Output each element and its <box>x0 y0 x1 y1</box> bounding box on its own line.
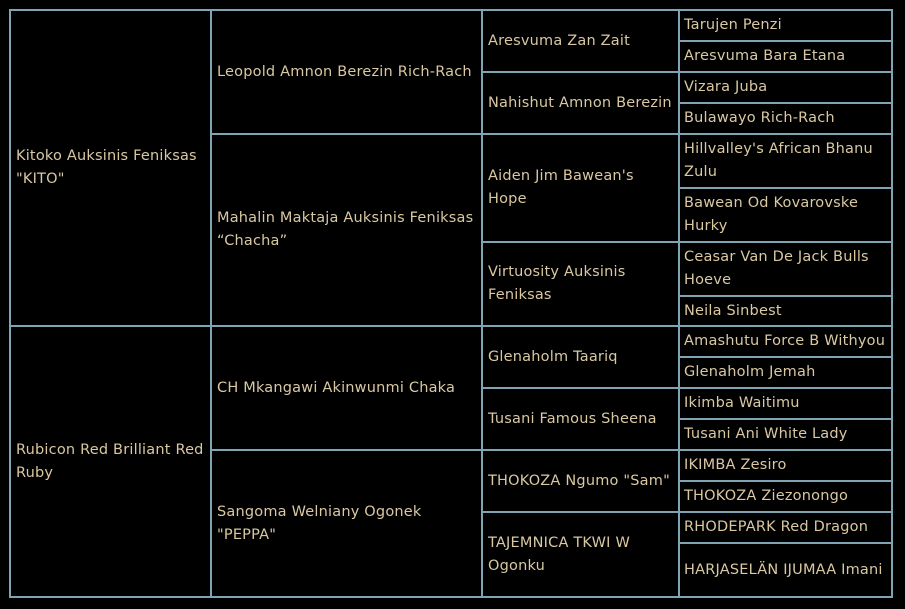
ancestor-name: Bulawayo Rich-Rach <box>684 110 835 126</box>
ancestor-gen4-14 <box>679 481 892 512</box>
ancestor-name: HARJASELÄN IJUMAA Imani <box>684 561 883 578</box>
dam-dam <box>211 450 482 597</box>
ancestor-name: Aresvuma Zan Zait <box>488 32 630 49</box>
ancestor-name: THOKOZA Ziezonongo <box>684 488 849 504</box>
ancestor-gen4-16 <box>679 543 892 597</box>
ancestor-name: TAJEMNICA TKWI W Ogonku <box>488 534 630 574</box>
sire-sire-dam <box>482 72 679 134</box>
ancestor-name: IKIMBA Zesiro <box>684 457 787 473</box>
ancestor-gen4-2 <box>679 41 892 72</box>
sire-dam-call-name: “Chacha” <box>217 233 288 249</box>
sire-sire-sire <box>482 10 679 72</box>
ancestor-gen4-7 <box>679 242 892 296</box>
ancestor-name: Glenaholm Jemah <box>684 364 816 380</box>
ancestor-name: Vizara Juba <box>684 79 768 95</box>
ancestor-name: Glenaholm Taariq <box>488 348 618 365</box>
pedigree-table <box>9 9 893 598</box>
ancestor-name: Amashutu Force B Withyou <box>684 333 886 349</box>
ancestor-name: Aiden Jim Bawean's Hope <box>488 168 634 207</box>
ancestor-name: Bawean Od Kovarovske Hurky <box>684 195 859 234</box>
ancestor-gen4-3 <box>679 72 892 103</box>
dam-name: Rubicon Red Brilliant Red Ruby <box>16 441 204 481</box>
ancestor-name: Hillvalley's African Bhanu Zulu <box>684 141 873 180</box>
ancestor-name: Tarujen Penzi <box>684 17 782 33</box>
ancestor-gen4-5 <box>679 134 892 188</box>
sire-dam-dam <box>482 242 679 326</box>
ancestor-gen4-1 <box>679 10 892 41</box>
dam-sire <box>211 326 482 450</box>
ancestor-name: Tusani Famous Sheena <box>488 410 657 427</box>
dam-dam-dam <box>482 512 679 597</box>
ancestor-name: THOKOZA Ngumo "Sam" <box>488 472 670 489</box>
ancestor-gen4-9 <box>679 326 892 357</box>
ancestor-gen4-10 <box>679 357 892 388</box>
dam <box>10 326 211 597</box>
sire-name: Kitoko Auksinis Feniksas <box>16 148 197 164</box>
ancestor-gen4-13 <box>679 450 892 481</box>
ancestor-gen4-6 <box>679 188 892 242</box>
ancestor-name: Tusani Ani White Lady <box>684 426 848 442</box>
ancestor-name: Ikimba Waitimu <box>684 395 800 411</box>
sire-sire <box>211 10 482 134</box>
sire-dam-sire <box>482 134 679 242</box>
sire-call-name: "KITO" <box>16 171 65 187</box>
dam-sire-sire <box>482 326 679 388</box>
ancestor-gen4-8 <box>679 296 892 326</box>
dam-sire-name: CH Mkangawi Akinwunmi Chaka <box>217 379 456 396</box>
sire-sire-name: Leopold Amnon Berezin Rich-Rach <box>217 63 472 80</box>
dam-sire-dam <box>482 388 679 450</box>
ancestor-name: Ceasar Van De Jack Bulls Hoeve <box>684 249 869 288</box>
sire-dam-name: Mahalin Maktaja Auksinis Feniksas <box>217 210 474 226</box>
dam-dam-name: Sangoma Welniany Ogonek <box>217 503 422 520</box>
dam-dam-sire <box>482 450 679 512</box>
ancestor-name: Virtuosity Auksinis Feniksas <box>488 264 626 303</box>
ancestor-gen4-4 <box>679 103 892 134</box>
ancestor-name: Nahishut Amnon Berezin <box>488 94 672 111</box>
ancestor-name: Neila Sinbest <box>684 302 782 319</box>
ancestor-gen4-11 <box>679 388 892 419</box>
ancestor-gen4-15 <box>679 512 892 543</box>
sire <box>10 10 211 326</box>
ancestor-gen4-12 <box>679 419 892 450</box>
ancestor-name: Aresvuma Bara Etana <box>684 48 846 64</box>
ancestor-name: RHODEPARK Red Dragon <box>684 519 869 535</box>
sire-dam <box>211 134 482 326</box>
dam-dam-call-name: "PEPPA" <box>217 526 277 543</box>
